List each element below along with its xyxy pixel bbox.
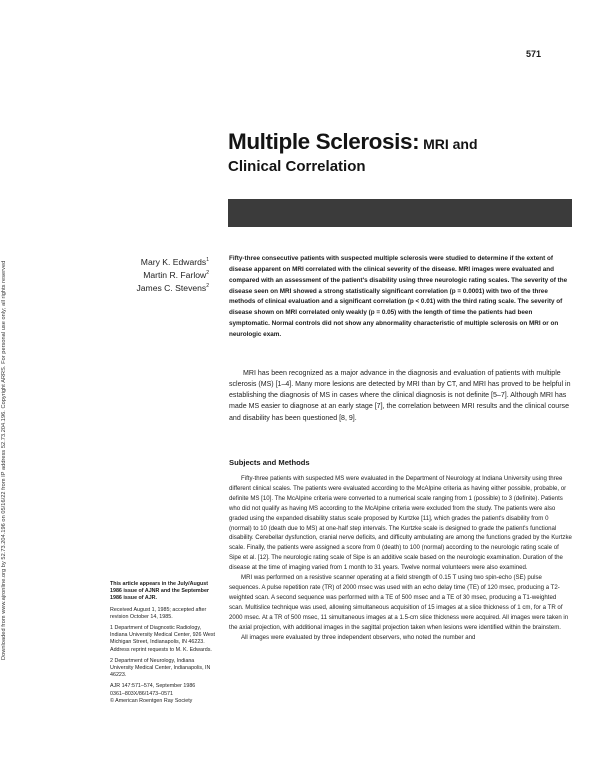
author-name: Martin R. Farlow [143, 269, 207, 280]
author-name: Mary K. Edwards [140, 256, 207, 267]
methods-section [229, 474, 572, 642]
abstract: Fifty-three consecutive patients with suspected multiple sclerosis were studied to determine if the extent of disease apparent on MRI correlated with the clinical severity of the disease. MRI images were evaluated and compared with an assessment of the patient's disability using three neurologic rating scales. The severity of the disease seen on MRI showed a strong statistically significant correlation (p = 0.0001) with two of the three methods of clinical evaluation and a significant correlation (p < 0.01) with the third rating scale. The severity of disease shown on MRI correlated only weakly (p = 0.05) with the length of time the patients had been symptomatic. Normal controls did not show any abnormality characteristic of multiple sclerosis on MRI or on neurologic exam. [229, 255, 568, 338]
methods-paragraph: MRI was performed on a resistive scanner operating at a field strength of 0.15 T using two spin-echo (SE) pulse sequences. A pulse repetition rate (TR) of 2000 msec was used with an echo delay time (TE) of 120 msec, producing a T2-weighted scan. A second sequence was performed with a TE of 500 msec and a TE of 30 msec, producing a T1-weighted scan. Multislice technique was used, allowing simultaneous acquisition of 15 images at a slice thickness of 1 cm, for a TR of 2000 msec. At a TR of 500 msec, 11 simultaneous images at a 1.5-cm slice thickness were acquired. All images were taken in the axial projection, with additional images in the sagittal projection taken when lesions were identified within the brainstem. [229, 574, 569, 631]
title-line-2: Clinical Correlation [228, 157, 366, 175]
issn: 0361–803X/86/1473–0571 [110, 690, 174, 697]
title-rest: MRI and [419, 136, 478, 152]
author [100, 255, 209, 268]
methods-paragraph: All images were evaluated by three independent observers, who noted the number and [241, 633, 476, 641]
introduction-paragraph: MRI has been recognized as a major advance in the diagnosis and evaluation of patients with multiple sclerosis (MS) [1–4]. Many more lesions are detected by MRI than by CT, and MRI has proved to be helpful in establishing the diagnosis of MS in cases where the clinical diagnosis is not definite [5–7]. Although MRI has made MS easier to diagnose at an early stage [7], the correlation between MRI results and the clinical course and disability has been questioned [8, 9]. [229, 370, 571, 422]
title-banner [228, 199, 572, 227]
download-notice-text: Downloaded from www.ajronline.org by 52.73.204.196 on 05/16/22 from IP address 52.73.204.196. Copyright ARRS. For personal use only; all rights reserved [1, 260, 7, 660]
author-list [100, 255, 209, 294]
section-heading-methods: Subjects and Methods [229, 458, 310, 467]
title-main: Multiple Sclerosis: [228, 129, 420, 154]
article-title [228, 129, 568, 175]
publication-notice: This article appears in the July/August 1986 issue of AJNR and the September 1986 issue of AJR. [110, 581, 209, 602]
received-dates: Received August 1, 1985; accepted after revision October 14, 1985. [110, 606, 207, 620]
affiliation-2: 2 Department of Neurology, Indiana University Medical Center, Indianapolis, IN 46223. [110, 657, 211, 679]
author [100, 268, 209, 281]
copyright: © American Roentgen Ray Society [110, 697, 193, 704]
author [100, 281, 209, 294]
download-notice [1, 60, 11, 660]
affiliation-1: 1 Department of Diagnostic Radiology, Indiana University Medical Center, 926 West Michigan Street, Indianapolis, IN 46223. Address reprint requests to M. K. Edwards. [110, 625, 216, 653]
author-affiliation-mark: 2 [206, 270, 209, 277]
author-affiliation-mark: 2 [206, 283, 209, 290]
footnotes [110, 581, 218, 705]
methods-paragraph: Fifty-three patients with suspected MS were evaluated in the Department of Neurology at Indiana University using three different clinical scales. The patients were evaluated according to the McAlpine criteria as having either possible, probable, or definite MS [10]. The McAlpine criteria were converted to a numerical scale ranging from 1 (possible) to 3 (definite). Patients who did not qualify as having MS according to the McAlpine criteria were excluded from the study. The patients were also graded using the expanded disability status scale proposed by Kurtzke [11], which grades the patient's disability from 0 (normal) to 10 (death due to MS) at one-half step intervals. The Kurtzke scale is designed to grade the patient's functional disability. Cerebellar dysfunction, cranial nerve deficits, and difficulty ambulating are among the functions graded by the Kurtzke scale. Finally, the patients were assigned a score from 0 (death) to 100 (normal) according to the neurologic rating scale of Sipe et al. [12]. The neurologic rating scale of Sipe is an additive scale based on the neurologic examination. Duration of the disease at the time of imaging varied from 1 month to 31 years. Twelve normal volunteers were also examined. [229, 475, 572, 572]
journal-citation: AJR 147:571–574, September 1986 [110, 683, 196, 690]
page-number: 571 [526, 49, 542, 59]
author-affiliation-mark: 1 [206, 257, 209, 263]
author-name: James C. Stevens [136, 282, 207, 293]
